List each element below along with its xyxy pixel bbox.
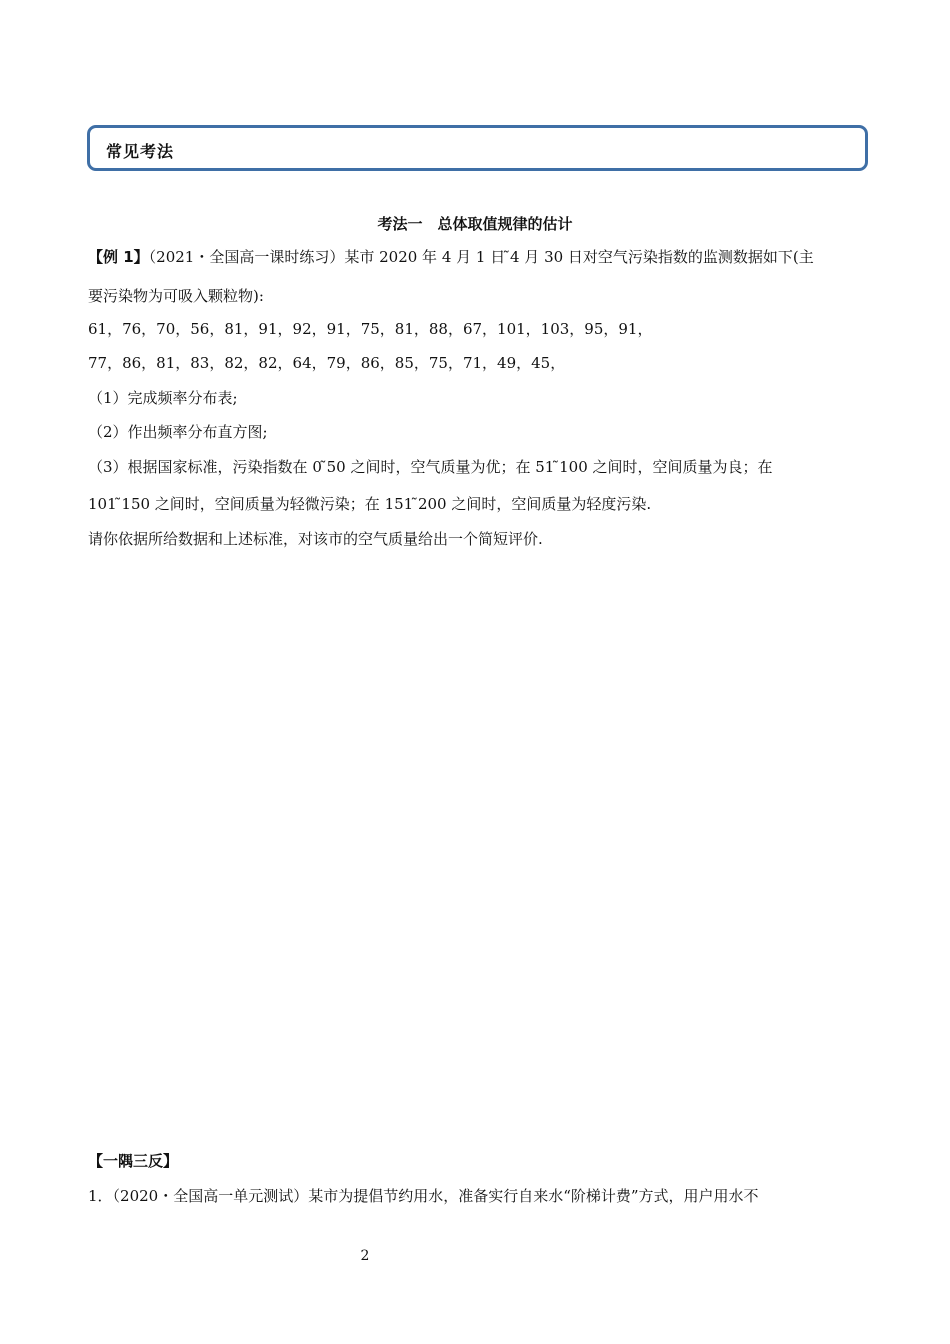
section-title: 常见考法 [106, 142, 175, 161]
question-3-line1: （3）根据国家标准，污染指数在 0 ̃50 之间时，空气质量为优；在 51 ̃100 之间时，空间质量为良；在 [88, 458, 773, 476]
example-text-line2: 要污染物为可吸入颗粒物): [88, 287, 264, 305]
question-3-line3: 请你依据所给数据和上述标准，对该市的空气质量给出一个简短评价. [88, 530, 543, 548]
example-label: 【例 1】 [88, 248, 149, 266]
example-intro-line [88, 247, 814, 267]
question-3-line2: 101 ̃150 之间时，空间质量为轻微污染；在 151 ̃200 之间时，空间质量为轻度污染. [88, 495, 652, 513]
method-heading: 考法一 总体取值规律的估计 [377, 215, 573, 233]
data-line-1: 61，76，70，56，81，91，92，91，75，81，88，67，101，103，95，91， [88, 320, 653, 338]
page-number: 2 [360, 1248, 370, 1264]
practice-item-1: 1．（2020・全国高一单元测试）某市为提倡节约用水，准备实行自来水“阶梯计费”方式，用户用水不 [88, 1187, 759, 1205]
data-line-2: 77，86，81，83，82，82，64，79，86，85，75，71，49，45， [88, 354, 566, 372]
practice-label: 【一隅三反】 [88, 1152, 179, 1170]
section-header-box [87, 125, 868, 171]
question-2: （2）作出频率分布直方图; [88, 423, 268, 441]
example-text-line1: （2021・全国高一课时练习）某市 2020 年 4 月 1 日 ̃4 月 30 日对空气污染指数的监测数据如下(主 [148, 248, 814, 266]
question-1: （1）完成频率分布表; [88, 389, 238, 407]
